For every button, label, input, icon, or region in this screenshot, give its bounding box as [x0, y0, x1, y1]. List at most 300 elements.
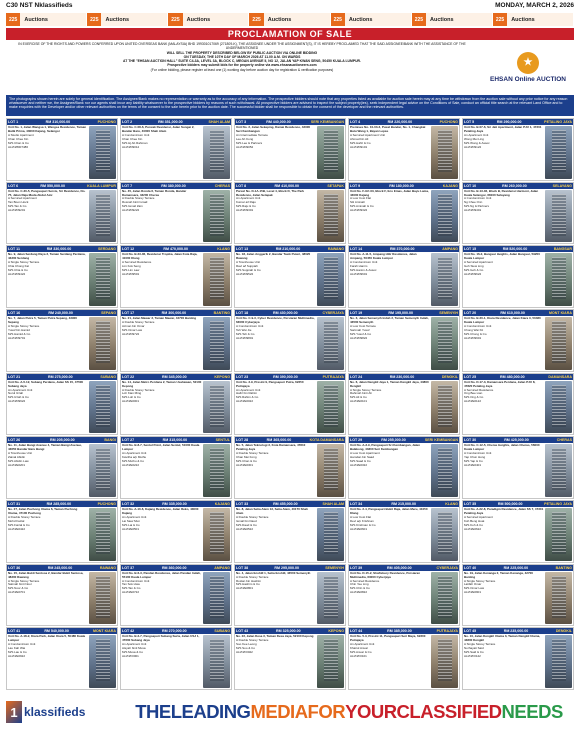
lot-solicitor: M/S Suppiah & Co	[236, 267, 261, 272]
lot-listing[interactable]	[462, 245, 574, 308]
building-image-icon	[324, 257, 338, 299]
lot-location: BANTING	[213, 311, 230, 316]
lot-description: A Double Storey Terrace	[122, 387, 155, 392]
lot-description: A Condominium Unit	[464, 451, 492, 456]
reserve-price: RM 225,000.00	[503, 565, 529, 570]
intro-line-3: ON TUESDAY, THE 10TH DAY OF MARCH 2026 AT 11.00 A.M. ON WARDS	[183, 54, 301, 59]
lot-body	[349, 507, 459, 562]
lot-details	[236, 508, 316, 561]
building-image-icon	[438, 194, 452, 236]
lot-listing[interactable]	[120, 564, 232, 627]
lot-listing[interactable]	[234, 500, 346, 563]
lot-listing[interactable]	[6, 118, 118, 181]
lot-body	[7, 634, 117, 689]
reserve-price: RM 430,000.00	[273, 311, 298, 316]
lot-listing[interactable]	[234, 436, 346, 499]
building-image-icon	[96, 385, 110, 427]
lot-body	[463, 189, 573, 244]
lot-body	[463, 380, 573, 435]
lot-description: An Apartment Unit	[236, 387, 261, 392]
building-image-icon	[96, 194, 110, 236]
property-photo	[431, 190, 458, 243]
lot-number: LOT 9	[350, 183, 361, 188]
lot-listing[interactable]	[120, 627, 232, 690]
lot-body	[7, 443, 117, 498]
lot-assignor: Loh Kian Ming	[122, 391, 142, 396]
lot-body	[463, 507, 573, 562]
lot-description: An Apartment Unit	[8, 387, 33, 392]
lot-listing[interactable]	[234, 309, 346, 372]
lot-listing[interactable]	[462, 436, 574, 499]
lot-details	[8, 508, 88, 561]
reserve-price: RM 380,000.00	[161, 183, 186, 188]
lot-number: LOT 15	[464, 247, 477, 252]
lot-description: A Townhouse Unit	[236, 260, 260, 265]
lot-solicitor: M/S Krishnan & Co	[350, 522, 376, 527]
disclaimer-notice: The photographs shown herein are solely for general identification. The Assignee/Bank makes no representation or warranty as to the accuracy of any information. The prospective bidders should note that any properties listed as available for auction sale herein may at any time be withdrawn from the auction sale without any prior notice for any reason whatsoever and neither we, the Assignee/Bank nor our agents shall incur any liability whatsoever to the prospective bidders by reasons of such withdrawal. All prospective bidders are advised to inspect the subject property(ies), seek independent legal advice on the Conditions of Sale, conduct an official title search at the relevant Land Office and to make enquiries with the Developer and/or other relevant authorities on the terms of the consent to the sale herein prior to the auction date. The successful bidder shall be responsible to obtain the consent of the developer and the relevant authorities.	[6, 95, 574, 116]
reserve-price: RM 290,000.00	[496, 120, 522, 124]
lot-description: An Apartment Unit	[236, 196, 261, 201]
lot-reference: ALI/N/D9201	[8, 208, 26, 213]
property-photo	[545, 381, 572, 434]
lot-listing[interactable]	[6, 564, 118, 627]
lot-listing[interactable]	[6, 182, 118, 245]
lot-body	[7, 316, 117, 371]
lot-address: No. 7, Jalan Putra 5, Taman Putra Sepang, 43900 Sepang	[8, 316, 77, 324]
lot-assignor: Salmah binti Noor	[8, 582, 32, 587]
lot-assignor: Zainal Abidin	[8, 455, 26, 460]
lot-body	[349, 252, 459, 307]
lot-details	[236, 126, 316, 179]
lot-reference: ALI/N/D9222	[122, 208, 140, 213]
lot-location: SENTUL	[215, 438, 230, 443]
property-photo	[431, 126, 458, 179]
category-label: Auctions	[24, 16, 48, 23]
lot-details	[8, 190, 88, 243]
lot-body	[235, 380, 345, 435]
lot-listing[interactable]	[234, 245, 346, 308]
lot-assignor: Chong Wai Kit	[464, 327, 484, 332]
lot-address: Unit No. C-12-5, Cheras Heights, Jalan Cheras, 56000 Kuala Lumpur	[464, 443, 540, 452]
lot-column	[6, 118, 118, 690]
lot-body	[349, 443, 459, 498]
lot-listing[interactable]	[120, 118, 232, 181]
lot-reference: ALI/N/E0401	[464, 462, 482, 467]
reserve-price: RM 285,000.00	[46, 502, 72, 507]
category-label: Auctions	[267, 16, 292, 23]
lot-assignor: Ong Bee Lian	[464, 391, 483, 396]
klassifieds-logo-mark: 1	[6, 701, 22, 723]
lot-description: A Single Storey Terrace	[8, 323, 40, 328]
lot-assignor: Ravi a/l Suppiah	[236, 264, 258, 269]
property-photo	[431, 635, 458, 688]
lot-number: LOT 45	[464, 629, 477, 634]
lot-body	[349, 380, 459, 435]
lot-address: Unit No. A-22-8, Paradigm Residence, Jalan SS 7, 47301 Petaling Jaya	[464, 507, 544, 515]
lot-listing[interactable]	[234, 182, 346, 245]
reserve-price: RM 215,000.00	[391, 502, 416, 507]
lot-details	[122, 635, 202, 688]
lot-listing[interactable]	[348, 309, 460, 372]
lot-description: A Double Storey Terrace	[236, 638, 269, 643]
lot-location: RAWANG	[99, 565, 116, 570]
lot-location: KUALA LUMPUR	[87, 183, 116, 188]
lot-location: PUTRAJAYA	[436, 629, 458, 634]
lot-location: PETALING JAYA	[544, 502, 572, 507]
lot-listing[interactable]	[462, 373, 574, 436]
property-photo	[203, 508, 230, 561]
lot-description: A Low Cost Apartment	[350, 451, 380, 456]
lot-number: LOT 34	[350, 502, 363, 507]
lot-solicitor: M/S Chong & Co	[464, 331, 487, 336]
reserve-price: RM 205,000.00	[50, 438, 75, 443]
lot-solicitor: M/S Ng & Partners	[464, 204, 490, 209]
building-image-icon	[210, 639, 224, 681]
lot-details	[350, 572, 430, 625]
lot-reference: ALI/N/F0001	[122, 653, 139, 658]
lot-solicitor: M/S Yusof & Co	[350, 331, 372, 336]
property-photo	[317, 444, 344, 497]
lot-details	[350, 126, 430, 179]
category-label: Auctions	[511, 16, 535, 23]
lot-body	[121, 316, 231, 371]
lot-listing[interactable]	[348, 182, 460, 245]
lot-address: Unit No. A-10-6, Kajang Residence, Jalan Reko, 43000 Kajang	[122, 507, 199, 515]
lot-listing[interactable]	[120, 182, 232, 245]
building-image-icon	[552, 194, 566, 236]
property-photo	[203, 635, 230, 688]
reserve-price: RM 370,000.00	[389, 247, 415, 252]
lot-assignor: Khairul Anuar	[350, 646, 369, 651]
lot-body	[7, 571, 117, 626]
lot-reference: ALI/N/E0201	[8, 462, 26, 467]
lot-body	[349, 316, 459, 371]
lot-listing[interactable]	[120, 245, 232, 308]
lot-details	[350, 317, 430, 370]
lot-address: No. 4, Jalan Ecohill 1, Setia Ecohill, 43500 Semenyih	[236, 570, 311, 575]
lot-body	[349, 189, 459, 244]
lot-body	[463, 125, 573, 180]
lot-listing[interactable]	[6, 627, 118, 690]
lot-listing[interactable]	[348, 500, 460, 563]
lot-reference: ALI/N/E0122	[464, 399, 482, 404]
lot-reference: ALI/N/D9301	[236, 208, 254, 213]
lot-reference: ALI/N/8007486	[8, 144, 29, 149]
category-tab[interactable]	[6, 13, 87, 26]
reserve-price: RM 220,000.00	[387, 120, 413, 124]
klassifieds-logo	[6, 701, 124, 723]
lot-listing[interactable]	[348, 436, 460, 499]
lot-listing[interactable]	[234, 373, 346, 436]
category-number: 225	[87, 13, 101, 26]
lot-details	[8, 635, 88, 688]
category-label: Auctions	[348, 16, 373, 23]
lot-reference: ALI/N/D9801	[236, 335, 254, 340]
lot-listing[interactable]	[6, 436, 118, 499]
lot-number: LOT 29	[350, 438, 363, 443]
lot-address: Premises No. 10-03-3, Pusat Bandar, No. 1, Changkat Batu Wang 1, Bayan Lepas	[350, 125, 426, 133]
reserve-price: RM 245,000.00	[47, 565, 73, 570]
lot-assignor: Chan Mei Fong	[236, 455, 257, 460]
lot-listing[interactable]	[6, 500, 118, 563]
lot-solicitor: M/S Noor & Co	[8, 586, 29, 591]
lot-details	[122, 317, 202, 370]
lot-number: LOT 10	[464, 183, 477, 188]
footer-banner	[6, 694, 574, 730]
lot-address: Unit No. 16-2, Bangsar Heights, Jalan Bangsar, 59200 Kuala Lumpur	[464, 252, 540, 261]
lot-body	[7, 125, 117, 180]
lot-description: An Apartment Unit	[122, 451, 147, 456]
lot-location: DAMANSARA	[548, 374, 572, 379]
lot-number: LOT 30	[464, 438, 477, 443]
lot-location: SERI KEMBANGAN	[424, 438, 458, 443]
lot-reference: ALI/N/D9901	[464, 335, 482, 340]
lot-reference: ALI/N/D9522	[236, 271, 254, 276]
lot-details	[8, 126, 88, 179]
lot-listing[interactable]	[462, 564, 574, 627]
lot-column	[348, 118, 460, 690]
lot-body	[7, 507, 117, 562]
lot-location: BANGI	[104, 438, 116, 443]
lot-listing[interactable]	[348, 373, 460, 436]
lot-listing[interactable]	[234, 627, 346, 690]
lot-listing[interactable]	[6, 373, 118, 436]
lot-number: LOT 41	[8, 629, 21, 634]
property-photo	[203, 381, 230, 434]
lot-listing[interactable]	[462, 118, 574, 181]
lot-solicitor: M/S Omar Law	[464, 586, 485, 591]
lot-address: Unit No. 3-9, Presint 9, Pangsapuri Putra, 62250 Putrajaya	[236, 379, 304, 388]
lot-body	[463, 443, 573, 498]
building-image-icon	[96, 321, 110, 363]
lot-reference: ALI/N/D9401	[464, 208, 482, 213]
lot-body	[235, 125, 345, 180]
lot-description: A Single Storey Terrace	[8, 260, 40, 265]
building-image-icon	[324, 194, 338, 236]
reserve-price: RM 230,000.00	[389, 374, 415, 379]
lot-description: A Townhouse Unit	[8, 451, 32, 456]
lot-number: LOT 27	[122, 438, 135, 443]
lot-details	[122, 444, 202, 497]
lot-assignor: Lau Kah Wai	[8, 646, 26, 651]
lot-number: LOT 39	[350, 565, 363, 570]
category-tab[interactable]	[412, 13, 493, 26]
lot-number: LOT 7	[122, 183, 133, 188]
lot-description: A Double Storey Terrace	[122, 319, 155, 324]
lot-listing[interactable]	[348, 564, 460, 627]
lot-address: Parcel No. D-1A-15B, Level 4, Block D, The Park Residence, Jalan Setapak	[236, 188, 305, 197]
category-number: 225	[249, 13, 263, 26]
property-photo	[431, 253, 458, 306]
intro-line-4: AT THE "EHSAN AUCTION HALL" SUITE C4-3A, LEVEL 3A, BLOCK C, MEGAN AVENUE II, NO 12, JALAN YAP KWAN SENG, 50450 KUALA LUMPUR.	[123, 59, 361, 64]
intro-line-6: (For online bidding, please register at least one (1) working day before auction day for registration & verification purposes)	[150, 67, 334, 72]
lot-location: PUCHONG	[97, 120, 116, 124]
lot-listing[interactable]	[120, 436, 232, 499]
lot-assignor: Ismail bin Daud	[236, 518, 257, 523]
lot-column	[120, 118, 232, 690]
lot-description: A Serviced Apartment	[464, 260, 493, 265]
category-tab[interactable]	[87, 13, 168, 26]
lot-description: A Serviced Apartment	[8, 196, 37, 201]
lot-body	[235, 252, 345, 307]
lot-listing[interactable]	[348, 627, 460, 690]
lot-listing[interactable]	[6, 245, 118, 308]
lot-solicitor: M/S Chin & Co	[350, 586, 370, 591]
lot-number: LOT 1	[8, 120, 19, 124]
property-photo	[203, 126, 230, 179]
lot-listing[interactable]	[462, 309, 574, 372]
lot-description: A Condominium Unit	[350, 260, 378, 265]
lot-location: MONT KIARA	[93, 629, 116, 634]
building-image-icon	[552, 448, 566, 490]
reserve-price: RM 405,000.00	[387, 565, 412, 570]
lot-reference: ALI/N/E0022	[236, 399, 254, 404]
lot-description: A Serviced Apartment	[464, 514, 493, 519]
lot-reference: ALI/N/D9422	[8, 271, 26, 276]
lot-assignor: Chan Chee Kin	[122, 136, 143, 141]
lot-details	[8, 253, 88, 306]
lot-location: DENGKIL	[555, 629, 572, 634]
lot-reference: ALI/N/D9101	[350, 144, 368, 149]
lot-listing[interactable]	[234, 118, 346, 181]
masthead	[6, 2, 574, 12]
reserve-price: RM 315,000.00	[162, 438, 188, 443]
lot-assignor: Yap Chun Hong	[464, 455, 486, 460]
lot-body	[235, 443, 345, 498]
lot-solicitor: M/S Aminah & Co	[350, 204, 374, 209]
lot-reference: ALI/N/E0822	[350, 590, 368, 595]
slogan-part-1: THELEADING	[135, 701, 251, 722]
lot-number: LOT 22	[122, 374, 135, 379]
lot-body	[121, 252, 231, 307]
lot-listing[interactable]	[6, 309, 118, 372]
lot-number: LOT 4	[350, 120, 361, 124]
lot-assignor: Siti Aminah	[350, 200, 366, 205]
lot-reference: ALI/N/D9722	[122, 331, 140, 336]
lot-body	[7, 252, 117, 307]
lot-reference: ALI/N/E0001	[122, 399, 140, 404]
lot-details	[464, 253, 544, 306]
lot-listing[interactable]	[120, 309, 232, 372]
lot-number: LOT 28	[236, 438, 249, 443]
lot-description: A Double Storey Terrace	[236, 574, 269, 579]
lot-number: LOT 11	[8, 247, 20, 252]
lot-address: No. 10, Jalan Dengkil Utama 3, Taman Dengkil Utama, 43800 Dengkil	[464, 634, 541, 643]
lot-number: LOT 42	[122, 629, 135, 634]
reserve-price: RM 335,000.00	[162, 502, 187, 507]
lot-reference: ALI/N/D9322	[350, 208, 368, 213]
reserve-price: RM 240,000.00	[48, 311, 73, 316]
lot-location: SEMENYIH	[325, 565, 344, 570]
lot-listing[interactable]	[120, 373, 232, 436]
category-tab[interactable]	[493, 13, 574, 26]
reserve-price: RM 195,000.00	[388, 311, 413, 316]
lot-reference: ALI/N/E0301	[236, 462, 254, 467]
building-image-icon	[210, 512, 224, 554]
property-photo	[431, 444, 458, 497]
lot-description: A Double Storey Terrace	[236, 514, 269, 519]
lot-listing[interactable]	[462, 500, 574, 563]
lot-location: CYBERJAYA	[322, 311, 344, 316]
lot-number: LOT 12	[122, 247, 135, 252]
lot-address: Unit No. F-GF-03, Block F, Eco Emas, Jalan Bayu Lama, 43000 Kajang	[350, 188, 429, 197]
lot-assignor: Roslan bin Hashim	[236, 578, 262, 583]
lot-solicitor: M/S Hanim & Assoc	[350, 267, 377, 272]
lot-address: Unit No. C-08-6, Puncak Residensi, Jalan Sungai 2, Bandar Baru, 40000 Shah Alam	[122, 125, 195, 133]
lot-description: A Serviced Residence	[350, 578, 380, 583]
category-tab[interactable]	[331, 13, 412, 26]
lot-number: LOT 16	[8, 311, 21, 316]
lot-description: A Serviced Residence	[464, 387, 494, 392]
category-number: 225	[168, 13, 182, 26]
auction-brand: EHSAN Online AUCTION	[490, 75, 566, 83]
lot-solicitor: M/S Faizal & Co	[8, 522, 30, 527]
category-tab[interactable]	[168, 13, 249, 26]
reserve-price: RM 325,000.00	[276, 629, 301, 634]
category-tab[interactable]	[249, 13, 330, 26]
lot-solicitor: M/S Tan & Co	[8, 204, 27, 209]
lot-address: Unit No. B-07-6, Sri Jati Apartment, Jalan PJU 1, 47301 Petaling Jaya	[464, 125, 542, 133]
lot-details	[236, 381, 316, 434]
lot-number: LOT 32	[122, 502, 135, 507]
reserve-price: RM 345,000.00	[162, 374, 187, 379]
proclamation-intro	[6, 42, 478, 94]
reserve-price: RM 425,000.00	[504, 438, 529, 443]
property-photo	[89, 381, 116, 434]
reserve-price: RM 480,000.00	[500, 374, 525, 379]
page-title: PROCLAMATION OF SALE	[6, 28, 574, 40]
lot-location: KEPONG	[214, 374, 230, 379]
lot-number: LOT 8	[236, 183, 247, 188]
lot-assignor: Rosnah binti Ismail	[122, 200, 148, 205]
lot-details	[464, 126, 544, 179]
lot-listing[interactable]	[120, 500, 232, 563]
lot-reference: ALI/N/E0901	[464, 590, 482, 595]
building-image-icon	[210, 576, 224, 618]
lot-reference: ALI/N/E0622	[464, 526, 482, 531]
lot-description: A Single Storey Terrace	[350, 387, 382, 392]
lot-location: SHAH ALAM	[208, 120, 230, 124]
lot-location: AMPANG	[442, 247, 458, 252]
lot-solicitor: M/S Lau & Co	[8, 650, 27, 654]
lot-listing[interactable]	[234, 564, 346, 627]
building-image-icon	[324, 576, 338, 618]
lot-solicitor: M/S Chia & Co	[8, 267, 28, 272]
lot-reference: ALI/N/F0122	[464, 653, 481, 658]
lot-address: No. 45, Jalan Ronda 6, Taman Ronda, Bandar Damansara, 43200 Cheras	[122, 188, 187, 197]
building-image-icon	[324, 385, 338, 427]
lot-reference: ALI/N/E0422	[8, 526, 26, 531]
lot-body	[235, 189, 345, 244]
lot-assignor: Chin Yee Ling	[350, 582, 369, 587]
lot-assignor: Chan Chee Kin	[8, 136, 29, 141]
lot-listing[interactable]	[462, 627, 574, 690]
lot-description: A Double Storey Terrace	[122, 196, 155, 201]
building-image-icon	[96, 576, 110, 618]
lot-number: LOT 40	[464, 565, 477, 570]
building-image-icon	[324, 130, 338, 172]
building-image-icon	[552, 512, 566, 554]
lot-solicitor: M/S Raju & Co	[236, 204, 256, 209]
reserve-price: RM 455,000.00	[273, 502, 298, 507]
lot-details	[8, 572, 88, 625]
lot-listing[interactable]	[348, 245, 460, 308]
lot-address: No. 6, Jalan Dengkil Jaya 1, Taman Dengkil Jaya, 43800 Dengkil	[350, 379, 429, 388]
property-photo	[317, 635, 344, 688]
lot-description: A Low Cost Flat	[350, 196, 372, 201]
lot-listing[interactable]	[348, 118, 460, 181]
lot-listing[interactable]	[462, 182, 574, 245]
